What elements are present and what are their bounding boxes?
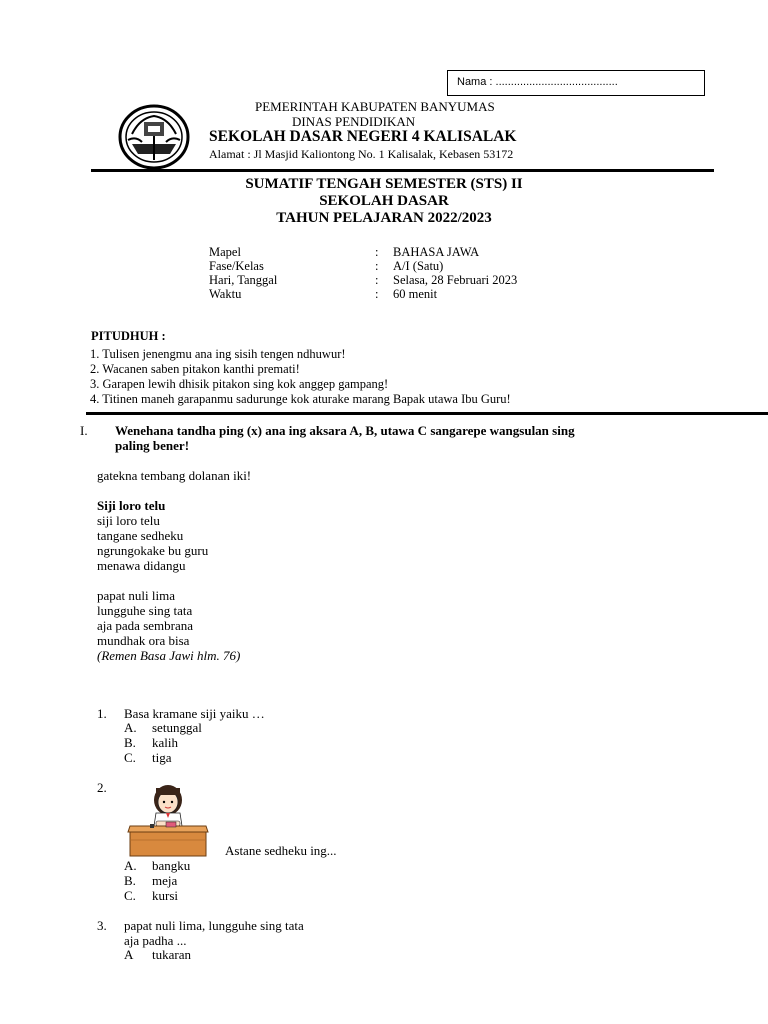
- option-letter[interactable]: B.: [124, 873, 136, 888]
- instruction-item: 2. Wacanen saben pitakon kanthi premati!: [90, 362, 300, 376]
- option-text: setunggal: [152, 720, 202, 735]
- option-letter[interactable]: C.: [124, 750, 136, 765]
- poem-line: mundhak ora bisa: [97, 633, 190, 648]
- header-government: PEMERINTAH KABUPATEN BANYUMAS: [255, 99, 495, 114]
- option-text: tukaran: [152, 947, 191, 962]
- info-label: Waktu: [209, 287, 242, 301]
- poem-title: Siji loro telu: [97, 498, 166, 513]
- reading-intro: gatekna tembang dolanan iki!: [97, 468, 252, 483]
- option-text: tiga: [152, 750, 172, 765]
- poem-line: ngrungokake bu guru: [97, 543, 209, 558]
- exam-title: SUMATIF TENGAH SEMESTER (STS) II: [245, 176, 523, 192]
- option-letter[interactable]: C.: [124, 888, 136, 903]
- info-value: 60 menit: [393, 287, 438, 301]
- question-text-cont: aja padha ...: [124, 933, 187, 948]
- regency-emblem-icon: [118, 104, 190, 170]
- instruction-item: 3. Garapen lewih dhisik pitakon sing kok anggep gampang!: [90, 377, 389, 391]
- instructions-divider: [86, 412, 768, 415]
- question-number: 2.: [97, 780, 107, 795]
- info-value: BAHASA JAWA: [393, 245, 480, 259]
- info-label: Fase/Kelas: [209, 259, 264, 273]
- school-name: SEKOLAH DASAR NEGERI 4 KALISALAK: [209, 128, 517, 145]
- instruction-item: 4. Titinen maneh garapanmu sadurunge kok aturake marang Bapak utawa Ibu Guru!: [90, 392, 511, 406]
- question-text: Astane sedheku ing...: [225, 843, 337, 858]
- poem-line: aja pada sembrana: [97, 618, 194, 633]
- section-number: I.: [80, 423, 88, 438]
- name-field[interactable]: Nama : ........................................: [447, 70, 705, 96]
- question-number: 1.: [97, 706, 107, 721]
- instructions-heading: PITUDHUH :: [91, 329, 166, 343]
- info-label: Hari, Tanggal: [209, 273, 278, 287]
- option-letter[interactable]: B.: [124, 735, 136, 750]
- question-text: Basa kramane siji yaiku …: [124, 706, 265, 721]
- option-letter[interactable]: A: [124, 947, 134, 962]
- info-sep: :: [375, 245, 379, 259]
- poem-source: (Remen Basa Jawi hlm. 76): [97, 648, 241, 663]
- poem-line: siji loro telu: [97, 513, 160, 528]
- exam-year: TAHUN PELAJARAN 2022/2023: [276, 210, 492, 226]
- poem-line: menawa didangu: [97, 558, 186, 573]
- instruction-item: 1. Tulisen jenengmu ana ing sisih tengen ndhuwur!: [90, 347, 346, 361]
- info-value: A/I (Satu): [393, 259, 444, 273]
- school-address: Alamat : Jl Masjid Kaliontong No. 1 Kalisalak, Kebasen 53172: [209, 147, 514, 161]
- info-label: Mapel: [209, 245, 241, 259]
- section-instruction: Wenehana tandha ping (x) ana ing aksara A, B, utawa C sangarepe wangsulan sing: [115, 423, 575, 438]
- poem-line: tangane sedheku: [97, 528, 184, 543]
- option-text: kursi: [152, 888, 178, 903]
- header-department: DINAS PENDIDIKAN: [292, 114, 416, 129]
- question-number: 3.: [97, 918, 107, 933]
- student-at-desk-illustration: [126, 782, 210, 858]
- option-text: bangku: [152, 858, 191, 873]
- section-instruction-cont: paling bener!: [115, 438, 190, 453]
- poem-line: lungguhe sing tata: [97, 603, 193, 618]
- option-letter[interactable]: A.: [124, 720, 137, 735]
- info-sep: :: [375, 287, 379, 301]
- question-text: papat nuli lima, lungguhe sing tata: [124, 918, 304, 933]
- info-value: Selasa, 28 Februari 2023: [393, 273, 518, 287]
- header-divider: [91, 169, 714, 172]
- option-text: kalih: [152, 735, 178, 750]
- poem-line: papat nuli lima: [97, 588, 175, 603]
- option-text: meja: [152, 873, 178, 888]
- option-letter[interactable]: A.: [124, 858, 137, 873]
- info-sep: :: [375, 259, 379, 273]
- exam-subtitle: SEKOLAH DASAR: [319, 193, 449, 209]
- info-sep: :: [375, 273, 379, 287]
